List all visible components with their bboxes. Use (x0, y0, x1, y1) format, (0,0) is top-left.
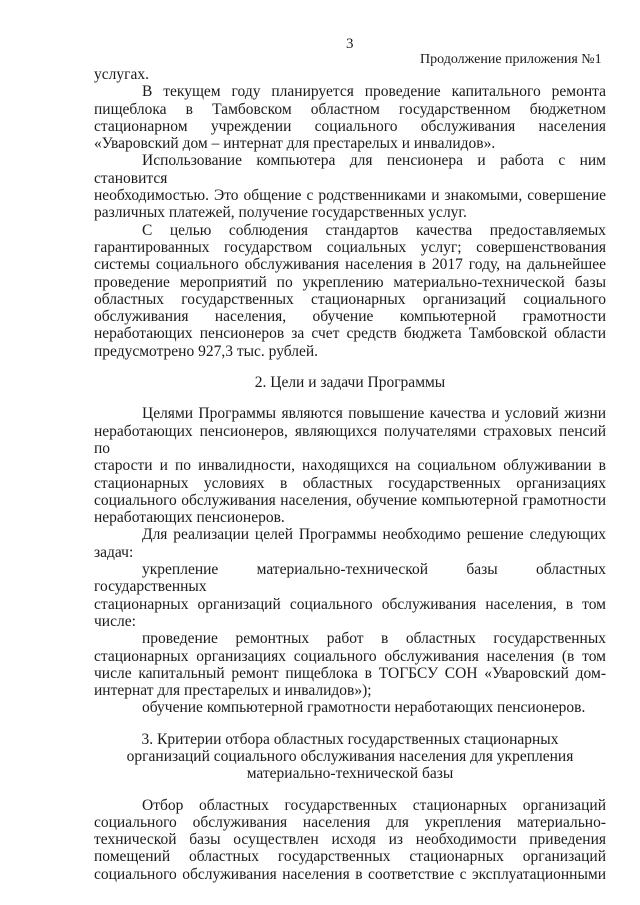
paragraph-line: социального обслуживания населения в соответствие с эксплуатационными (94, 865, 606, 883)
paragraph-line: стационарных условиях в областных государственных организациях (94, 474, 606, 492)
paragraph-line: обучение компьютерной грамотности неработающих пенсионеров. (142, 699, 586, 717)
section-heading-line: организаций социального обслуживания населения для укрепления (126, 747, 574, 765)
paragraph-line: интернат для престарелых и инвалидов»); (94, 682, 372, 700)
paragraph-line: С целью соблюдения стандартов качества предоставляемых (142, 221, 606, 239)
paragraph-line: стационарных организациях социального обслуживания населения (в том (94, 647, 606, 665)
paragraph-line: «Уваровский дом – интернат для престарелых и инвалидов». (94, 135, 496, 153)
paragraph-line: Для реализации целей Программы необходимо решение следующих (142, 526, 606, 544)
spacer (94, 360, 606, 374)
paragraph-line: гарантированных государством социальных услуг; совершенствования (94, 238, 606, 256)
spacer (94, 717, 606, 731)
document-body (94, 66, 606, 883)
paragraph-line: пищеблока в Тамбовском областном государственном бюджетном (94, 100, 606, 118)
section-heading-line: материально-технической базы (246, 765, 454, 783)
paragraph-line: помещений областных государственных стационарных организаций (94, 848, 606, 866)
paragraph-line: неработающих пенсионеров за счет средств бюджета Тамбовской области (94, 325, 606, 343)
paragraph-line: технической базы осуществлен исходя из необходимости приведения (94, 831, 606, 849)
paragraph-line: стационарном учреждении социального обслуживания населения (94, 117, 606, 135)
paragraph-line: В текущем году планируется проведение капитального ремонта (142, 83, 606, 101)
spacer (94, 391, 606, 405)
paragraph-line: неработающих пенсионеров, являющихся получателями страховых пенсий по (94, 422, 606, 457)
page-number: 3 (346, 36, 354, 52)
paragraph-line: социального обслуживания населения, обучение компьютерной грамотности (94, 491, 606, 509)
spacer (94, 783, 606, 797)
paragraph-line: системы социального обслуживания населения в 2017 году, на дальнейшее (94, 256, 606, 274)
paragraph-line: областных государственных стационарных организаций социального (94, 290, 606, 308)
paragraph-line: Целями Программы являются повышение качества и условий жизни (142, 405, 606, 423)
section-heading-line: 2. Цели и задачи Программы (254, 374, 446, 392)
paragraph-line: различных платежей, получение государственных услуг. (94, 204, 467, 222)
paragraph-line: неработающих пенсионеров. (94, 509, 285, 527)
paragraph-line: Отбор областных государственных стационарных организаций (142, 796, 606, 814)
paragraph-line: числе: (94, 612, 136, 630)
paragraph-line: числе капитальный ремонт пищеблока в ТОГБСУ СОН «Уваровский дом- (94, 664, 606, 682)
paragraph-line: проведение мероприятий по укреплению материально-технической базы (94, 273, 606, 291)
paragraph-line: социального обслуживания населения для укрепления материально- (94, 813, 606, 831)
paragraph-line: стационарных организаций социального обслуживания населения, в том (94, 595, 606, 613)
paragraph-line: предусмотрено 927,3 тыс. рублей. (94, 342, 319, 360)
paragraph-line: проведение ремонтных работ в областных государственных (142, 630, 606, 648)
paragraph-line: Использование компьютера для пенсионера и работа с ним становится (94, 152, 606, 187)
paragraph-line: необходимостью. Это общение с родственниками и знакомыми, совершение (94, 187, 606, 205)
paragraph-line: услугах. (94, 66, 149, 83)
paragraph-line: обслуживания населения, обучение компьютерной грамотности (94, 308, 606, 326)
continuation-note: Продолжение приложения №1 (420, 52, 602, 67)
paragraph-line: укрепление материально-технической базы областных государственных (94, 561, 606, 596)
section-heading-line: 3. Критерии отбора областных государственных стационарных (141, 730, 559, 748)
paragraph-line: старости и по инвалидности, находящихся на социальном облуживании в (94, 457, 606, 475)
paragraph-line: задач: (94, 543, 134, 561)
